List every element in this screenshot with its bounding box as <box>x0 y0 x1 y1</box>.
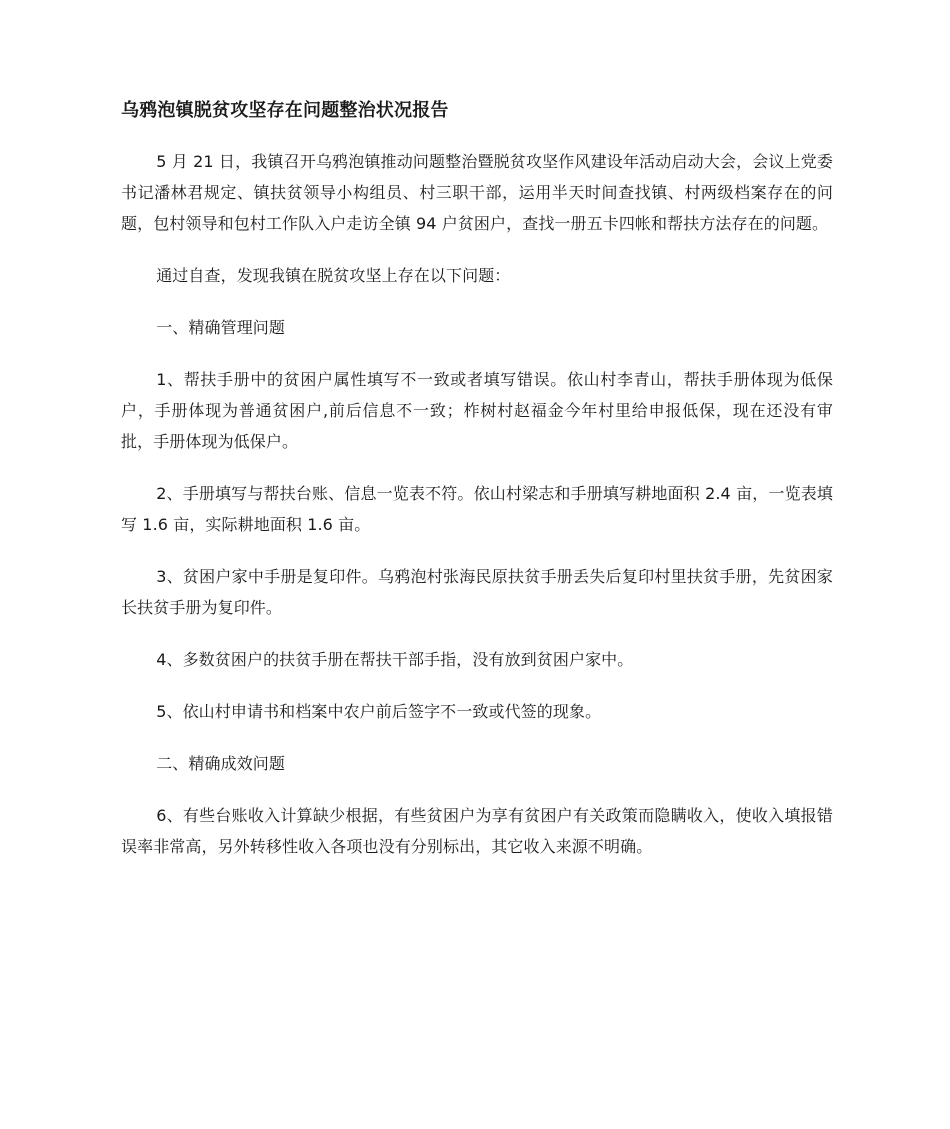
document-title: 乌鸦泡镇脱贫攻坚存在问题整治状况报告 <box>121 100 449 121</box>
document-body <box>121 96 833 883</box>
paragraph-issue-4: 4、多数贫困户的扶贫手册在帮扶干部手指，没有放到贫困户家中。 <box>156 650 634 669</box>
paragraph-intro: 5 月 21 日，我镇召开乌鸦泡镇推动问题整治暨脱贫攻坚作风建设年活动启动大会，会议上党委书记潘林君规定、镇扶贫领导小构组员、村三职干部，运用半天时间查找镇、村两级档案存在的问题，包村领导和包村工作队入户走访全镇 94 户贫困户，查找一册五卡四帐和帮扶方法存在的问题。 <box>121 152 833 233</box>
paragraph-issue-3: 3、贫困户家中手册是复印件。乌鸦泡村张海民原扶贫手册丢失后复印村里扶贫手册，先贫困家长扶贫手册为复印件。 <box>121 567 833 617</box>
paragraph-self-check: 通过自查，发现我镇在脱贫攻坚上存在以下问题： <box>156 266 511 285</box>
paragraph-issue-2: 2、手册填写与帮扶台账、信息一览表不符。依山村梁志和手册填写耕地面积 2.4 亩，一览表填写 1.6 亩，实际耕地面积 1.6 亩。 <box>121 484 833 534</box>
section-heading-effectiveness: 二、精确成效问题 <box>156 754 285 773</box>
paragraph-issue-5: 5、依山村申请书和档案中农户前后签字不一致或代签的现象。 <box>156 702 602 721</box>
paragraph-issue-6: 6、有些台账收入计算缺少根据，有些贫困户为享有贫困户有关政策而隐瞒收入，使收入填报错误率非常高，另外转移性收入各项也没有分别标出，其它收入来源不明确。 <box>121 806 833 856</box>
paragraph-issue-1: 1、帮扶手册中的贫困户属性填写不一致或者填写错误。依山村李青山，帮扶手册体现为低保户，手册体现为普通贫困户,前后信息不一致；柞树村赵福金今年村里给申报低保，现在还没有审批，手册体现为低保户。 <box>121 370 833 451</box>
section-heading-management: 一、精确管理问题 <box>156 318 285 337</box>
